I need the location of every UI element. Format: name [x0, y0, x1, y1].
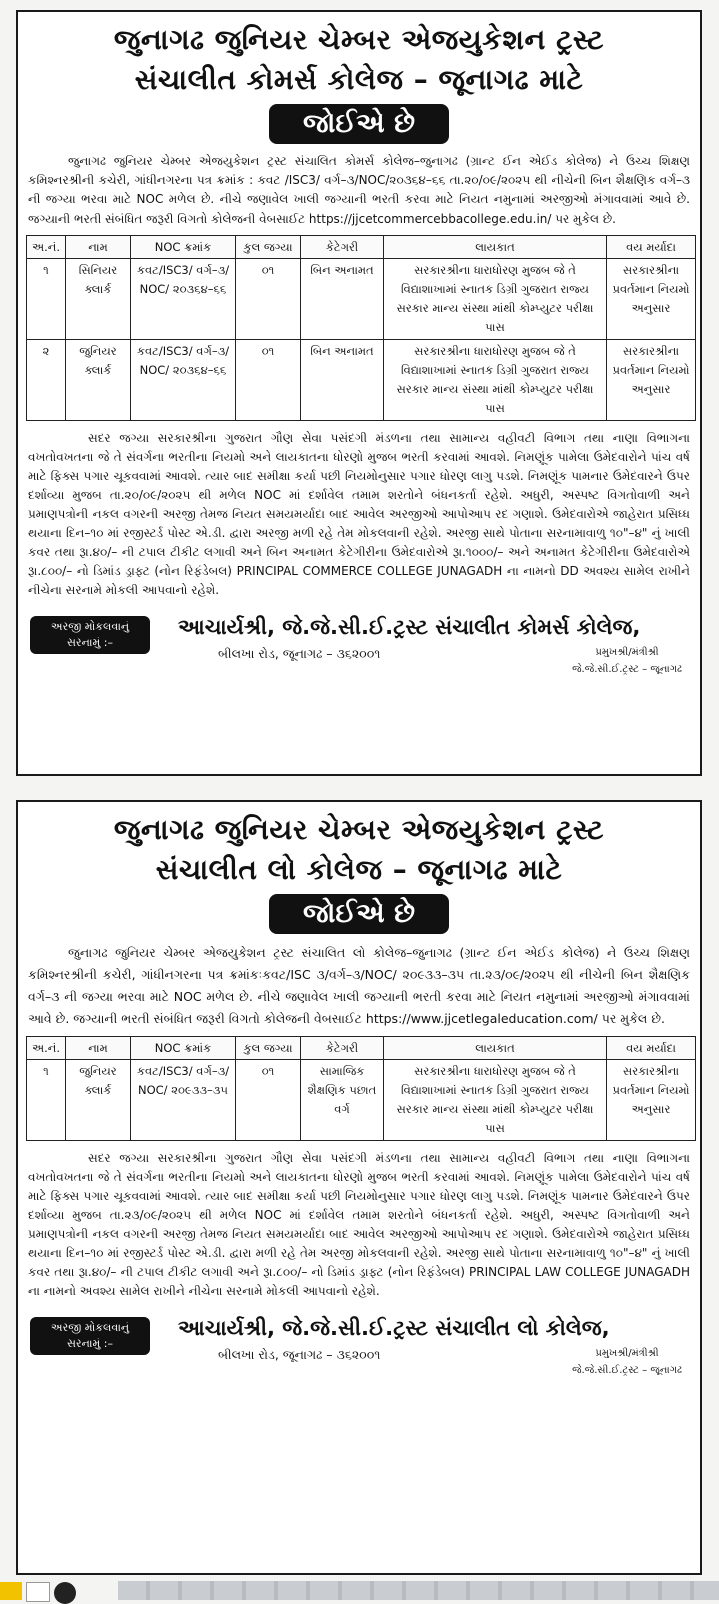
ad-title [18, 12, 700, 100]
gray-strip [118, 1581, 719, 1600]
col-header: વય મર્યાદા [607, 1037, 696, 1060]
col-header: નામ [66, 235, 131, 258]
intro-paragraph: જુનાગઢ જુનિયર ચેમ્બર એજયુકેશન ટ્રસ્ટ સંચાલિત કોમર્સ કોલેજ–જુનાગઢ (ગ્રાન્ટ ઈન એઈડ કોલેજ) ને ઉચ્ચ શિક્ષણ કમિશ્નરશ્રીની કચેરી, ગાંધીનગરના પત્ર ક્રમાંક : કવટ /ISC3/ વર્ગ–૩/NOC/૨૦૩૬૪–૬૬ તા.૨૦/૦૯/૨૦૨૫ થી નીચેની બિન શૈક્ષણિક વર્ગ–૩ ની જગ્યા ભરવા માટે NOC મળેલ છે. નીચે જણાવેલ ખાલી જગ્યાની ભરતી કરવા માટે નિયત નમુનામાં અરજીઓ મંગાવવામાં આવે છે. જગ્યાની ભરતી સંબંધિત જરૂરી વિગતો કોલેજની વેબસાઈટ https://jjcetcommercebbacollege.edu.in/ પર મુકેલ છે. [28, 154, 690, 226]
address-line: બીલખા રોડ, જૂનાગઢ – ૩૬૨૦૦૧ [218, 1347, 381, 1362]
col-header: કુલ જગ્યા [236, 1037, 301, 1060]
cell: કવટ/ISC3/ વર્ગ–૩/ NOC/ ૨૦૯૩૩–૩૫ [131, 1060, 236, 1141]
commerce-college-ad [16, 10, 702, 776]
col-header: કેટેગરી [301, 235, 384, 258]
table-header-row [27, 235, 696, 258]
sign-org: જે.જે.સી.ઈ.ટ્રસ્ટ – જૂનાગઢ [572, 1365, 682, 1376]
title-line-2: સંચાલીત કોમર્સ કોલેજ – જૂનાગઢ માટે [134, 63, 584, 96]
col-header: અ.નં. [27, 235, 66, 258]
dark-circle [54, 1582, 76, 1604]
cell: ૦૧ [236, 339, 301, 420]
posts-table [26, 1036, 696, 1141]
address-label: અરજી મોકલવાનું સરનામું :– [30, 616, 150, 654]
cell: ૨ [27, 339, 66, 420]
sign-title: પ્રમુખશ્રી/મંત્રીશ્રી [595, 1348, 659, 1359]
sign-org: જે.જે.સી.ઈ.ટ્રસ્ટ – જૂનાગઢ [572, 663, 682, 675]
table-header-row [27, 1037, 696, 1060]
cell: જુનિયર ક્લાર્ક [66, 339, 131, 420]
title-line-1: જુનાગઢ જુનિયર ચેમ્બર એજયુકેશન ટ્રસ્ટ [113, 23, 605, 56]
yellow-square [0, 1582, 22, 1600]
col-header: કેટેગરી [301, 1037, 384, 1060]
cell: ૧ [27, 258, 66, 339]
ad-title [18, 802, 700, 890]
cell: સરકારશ્રીના ધારાધોરણ મુજબ જે તે વિદ્યાશાખામાં સ્નાતક ડિગ્રી ગુજરાત રાજ્ય સરકાર માન્ય સંસ્થા માંથી કોમ્પ્યુટર પરીક્ષા પાસ [384, 258, 607, 339]
address-block [18, 1305, 700, 1397]
cell: સિનિયર ક્લાર્ક [66, 258, 131, 339]
col-header: લાયકાત [384, 235, 607, 258]
address-name: આચાર્યશ્રી, જે.જે.સી.ઈ.ટ્રસ્ટ સંચાલીત કોમર્સ કોલેજ, [178, 614, 641, 639]
col-header: નામ [66, 1037, 131, 1060]
posts-table [26, 235, 696, 421]
cell: બિન અનામત [301, 339, 384, 420]
cell: સરકારશ્રીના ધારાધોરણ મુજબ જે તે વિદ્યાશાખામાં સ્નાતક ડિગ્રી ગુજરાત રાજ્ય સરકાર માન્ય સંસ્થા માંથી કોમ્પ્યુટર પરીક્ષા પાસ [384, 1060, 607, 1141]
wanted-banner: જોઈએ છે [269, 894, 449, 934]
cell: સરકારશ્રીના પ્રવર્તમાન નિયમો અનુસાર [607, 1060, 696, 1141]
col-header: લાયકાત [384, 1037, 607, 1060]
address-line: બીલખા રોડ, જૂનાગઢ – ૩૬૨૦૦૧ [218, 645, 381, 661]
cell: કવટ/ISC3/ વર્ગ–૩/ NOC/ ૨૦૩૬૪–૬૬ [131, 339, 236, 420]
cell: જુનિયર ક્લાર્ક [66, 1060, 131, 1141]
cell: સામાજિક શૈક્ષણિક પછાત વર્ગ [301, 1060, 384, 1141]
col-header: NOC ક્રમાંક [131, 235, 236, 258]
law-college-ad [16, 800, 702, 1575]
terms-paragraph: સદર જગ્યા સરકારશ્રીના ગુજરાત ગૌણ સેવા પસંદગી મંડળના તથા સામાન્ય વહીવટી વિભાગ તથા નાણા વિભાગના વખતોવખતના જે તે સંવર્ગના ભરતીના નિયમો અને લાયકાતના ધોરણો મુજબ ભરતી કરવામાં આવશે. નિમણૂંક પામેલા ઉમેદવારોને પાંચ વર્ષ માટે ફિક્સ પગાર ચૂકવવામાં આવશે. ત્યાર બાદ સમીક્ષા કર્યા પછી નિયમોનુસાર પગાર ધોરણ લાગુ પડશે. નિમણૂંક પામનાર ઉમેદવારને ઉપર દર્શાવ્યા મુજબ તા.૨૦/૦૯/૨૦૨૫ થી મળેલ NOC માં દર્શાવેલ તમામ શરતોને બંધનકર્તા રહેશે. અધુરી, અસ્પષ્ટ વિગતોવાળી અને પ્રમાણપત્રોની નકલ વગરની અરજી તેમજ નિયત સમયમર્યાદા બાદ આવેલ અરજીઓ આપોઆપ રદ ગણાશે. ઉમેદવારોએ જાહેરાત પ્રસિધ્ધ થયાના દિન–૧૦ માં રજીસ્ટર્ડ પોસ્ટ એ.ડી. દ્વારા અરજી મળી રહે તેમ મોકલવાની રહેશે. અરજી સાથે પોતાના સરનામાવાળુ ૧૦"–૪" નું ખાલી કવર તથા રૂા.૪૦/– ની ટપાલ ટીકીટ લગાવી અને બિન અનામત કેટેગીરીના ઉમેદવારોએ રૂા.૧૦૦૦/– અને અનામત કેટેગીરીના ઉમેદવારોએ રૂા.૮૦૦/– નો ડિમાંડ ડ્રાફ્ટ (નોન રિફંડેબલ) PRINCIPAL COMMERCE COLLEGE JUNAGADH ના નામનો DD અવશ્ય સામેલ રાખીને નીચેના સરનામે મોકલી આપવાનો રહેશે. [28, 430, 690, 597]
table-row [27, 1060, 696, 1141]
cell: સરકારશ્રીના ધારાધોરણ મુજબ જે તે વિદ્યાશાખામાં સ્નાતક ડિગ્રી ગુજરાત રાજ્ય સરકાર માન્ય સંસ્થા માંથી કોમ્પ્યુટર પરીક્ષા પાસ [384, 339, 607, 420]
cell: સરકારશ્રીના પ્રવર્તમાન નિયમો અનુસાર [607, 339, 696, 420]
white-square [26, 1582, 50, 1602]
address-label: અરજી મોકલવાનું સરનામું :– [30, 1317, 150, 1355]
col-header: વય મર્યાદા [607, 235, 696, 258]
cell: ૦૧ [236, 258, 301, 339]
title-line-2: સંચાલીત લો કોલેજ – જૂનાગઢ માટે [155, 853, 563, 886]
bottom-strip [0, 1580, 719, 1600]
terms-paragraph: સદર જગ્યા સરકારશ્રીના ગુજરાત ગૌણ સેવા પસંદગી મંડળના તથા સામાન્ય વહીવટી વિભાગ તથા નાણા વિભાગના વખતોવખતના જે તે સંવર્ગના ભરતીના નિયમો અને લાયકાતના ધોરણો મુજબ ભરતી કરવામાં આવશે. નિમણૂંક પામેલા ઉમેદવારોને પાંચ વર્ષ માટે ફિક્સ પગાર ચૂકવવામાં આવશે. ત્યાર બાદ સમીક્ષા કર્યા પછી નિયમોનુસાર પગાર ધોરણ લાગુ પડશે. નિમણૂંક પામનાર ઉમેદવારને ઉપર દર્શાવ્યા મુજબ તા.૨૩/૦૯/૨૦૨૫ થી મળેલ NOC માં દર્શાવેલ તમામ શરતોને બંધનકર્તા રહેશે. અધુરી, અસ્પષ્ટ વિગતોવાળી અને પ્રમાણપત્રોની નકલ વગરની અરજી તેમજ નિયત સમયમર્યાદા બાદ આવેલ અરજીઓ આપોઆપ રદ ગણાશે. ઉમેદવારોએ જાહેરાત પ્રસિધ્ધ થયાના દિન–૧૦ માં રજીસ્ટર્ડ પોસ્ટ એ.ડી. દ્વારા મળી રહે તેમ અરજી મોકલવાની રહેશે. અરજી સાથે પોતાના સરનામાવાળુ ૧૦"–૪" નું ખાલી કવર તથા રૂા.૪૦/– ની ટપાલ ટીકીટ લગાવી અને રૂા.૮૦૦/– નો ડિમાંડ ડ્રાફ્ટ (નોન રિફંડેબલ) PRINCIPAL LAW COLLEGE JUNAGADH ના નામનો અવશ્ય સામેલ રાખીને નીચેના સરનામે મોકલી આપવાનો રહેશે. [28, 1151, 690, 1298]
col-header: NOC ક્રમાંક [131, 1037, 236, 1060]
col-header: અ.નં. [27, 1037, 66, 1060]
intro-paragraph: જુનાગઢ જુનિયર ચેમ્બર એજયુકેશન ટ્રસ્ટ સંચાલિત લો કોલેજ–જુનાગઢ (ગ્રાન્ટ ઈન એઈડ કોલેજ) ને ઉચ્ચ શિક્ષણ કમિશ્નરશ્રીની કચેરી, ગાંધીનગરના પત્ર ક્રમાંકઃકવટ/ISC ૩/વર્ગ–૩/NOC/ ૨૦૯૩૩–૩૫ તા.૨૩/૦૯/૨૦૨૫ થી નીચેની બિન શૈક્ષણિક વર્ગ–૩ ની જગ્યા ભરવા માટે NOC મળેલ છે. નીચે જણાવેલ ખાલી જગ્યાની ભરતી કરવા માટે નિયત નમુનામાં અરજીઓ મંગાવવામાં આવે છે. જગ્યાની ભરતી સંબંધિત જરૂરી વિગતો કોલેજની વેબસાઈટ https://www.jjcetlegaleducation.com/ પર મુકેલ છે. [28, 945, 690, 1026]
signatory [572, 1345, 682, 1379]
cell: કવટ/ISC3/ વર્ગ–૩/ NOC/ ૨૦૩૬૪–૬૬ [131, 258, 236, 339]
address-name: આચાર્યશ્રી, જે.જે.સી.ઈ.ટ્રસ્ટ સંચાલીત લો કોલેજ, [178, 1316, 610, 1340]
sign-title: પ્રમુખશ્રી/મંત્રીશ્રી [595, 646, 659, 658]
cell: ૦૧ [236, 1060, 301, 1141]
title-line-1: જુનાગઢ જુનિયર ચેમ્બર એજયુકેશન ટ્રસ્ટ [113, 813, 605, 846]
table-row [27, 339, 696, 420]
cell: બિન અનામત [301, 258, 384, 339]
address-block [18, 604, 700, 696]
cell: સરકારશ્રીના પ્રવર્તમાન નિયમો અનુસાર [607, 258, 696, 339]
col-header: કુલ જગ્યા [236, 235, 301, 258]
cell: ૧ [27, 1060, 66, 1141]
wanted-banner: જોઈએ છે [269, 104, 449, 144]
table-row [27, 258, 696, 339]
signatory [572, 644, 682, 678]
